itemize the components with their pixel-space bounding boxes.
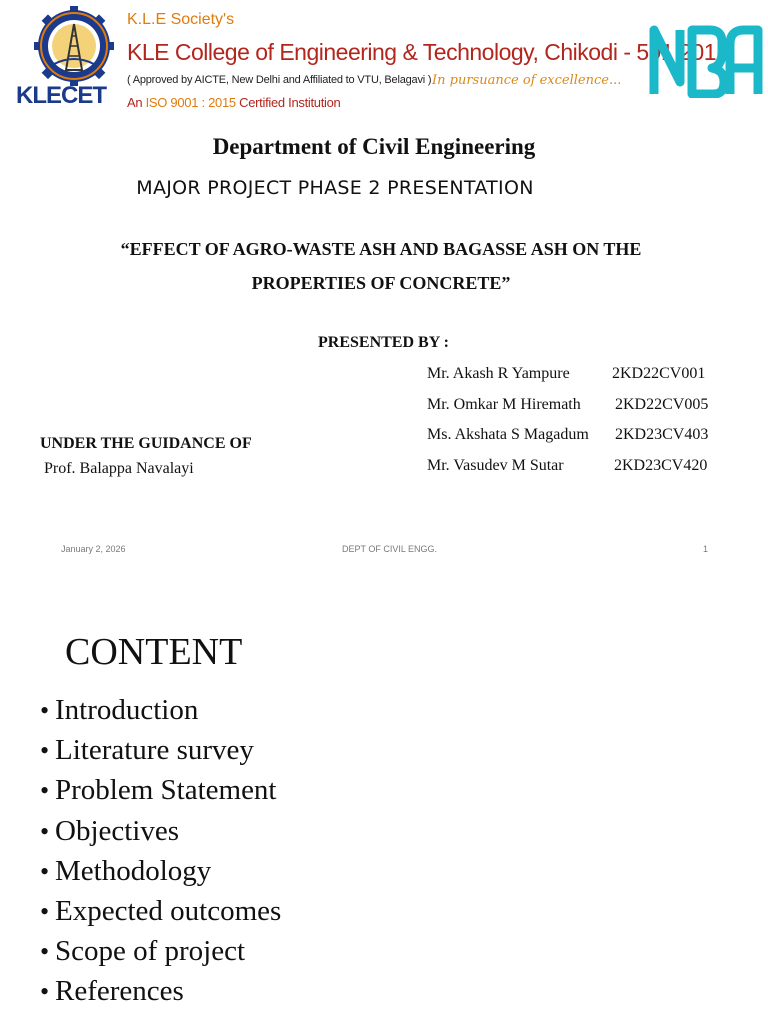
footer-department: DEPT OF CIVIL ENGG.: [342, 544, 438, 554]
list-item: [40, 811, 281, 851]
student-usn: 2KD22CV005: [615, 396, 709, 413]
klecet-logo: [14, 6, 126, 110]
list-item-label: Scope of project: [55, 935, 246, 968]
college-name: KLE College of Engineering & Technology, Chikodi - 591 201: [127, 39, 717, 65]
student-name: Mr. Vasudev M Sutar: [427, 457, 564, 474]
list-item: [40, 851, 281, 891]
list-item: [40, 690, 281, 730]
project-title-line-1: “EFFECT OF AGRO-WASTE ASH AND BAGASSE ASH ON THE: [120, 239, 642, 259]
list-item-label: Literature survey: [55, 734, 254, 767]
list-item-label: Expected outcomes: [55, 894, 282, 927]
bullet-icon: •: [40, 977, 50, 1007]
bullet-icon: •: [40, 776, 50, 806]
bullet-icon: •: [40, 816, 50, 846]
nba-logo: [646, 22, 766, 98]
klecet-wordmark: KLECET: [16, 82, 106, 109]
guide-name: Prof. Balappa Navalayi: [44, 460, 194, 477]
student-name: Mr. Omkar M Hiremath: [427, 396, 581, 413]
iso-suffix: Certified Institution: [235, 95, 341, 110]
list-item-label: Objectives: [55, 814, 180, 847]
bullet-icon: •: [40, 856, 50, 886]
list-item-label: References: [55, 975, 184, 1008]
iso-prefix: An: [127, 95, 146, 110]
list-item: [40, 770, 281, 810]
list-item-label: Introduction: [55, 694, 199, 726]
guidance-heading: UNDER THE GUIDANCE OF: [40, 435, 252, 452]
department-heading: Department of Civil Engineering: [212, 134, 536, 159]
student-name: Mr. Akash R Yampure: [427, 365, 570, 382]
gear-tower-emblem-icon: [14, 6, 126, 86]
society-name: K.L.E Society's: [127, 11, 235, 28]
bullet-icon: •: [40, 896, 50, 926]
bullet-icon: •: [40, 696, 50, 725]
list-item-label: Problem Statement: [55, 774, 277, 807]
college-motto: In pursuance of excellence...: [432, 73, 622, 88]
content-list: [40, 690, 281, 1012]
bullet-icon: •: [40, 937, 50, 967]
list-item: [40, 931, 281, 971]
content-title: CONTENT: [65, 631, 243, 673]
list-item-label: Methodology: [55, 854, 212, 887]
list-item: [40, 730, 281, 770]
footer-page-number: 1: [703, 544, 709, 554]
list-item: [40, 971, 281, 1011]
student-name: Ms. Akshata S Magadum: [427, 426, 589, 443]
student-usn: 2KD22CV001: [612, 365, 706, 382]
bullet-icon: •: [40, 736, 50, 766]
project-title-line-2: PROPERTIES OF CONCRETE”: [251, 273, 511, 293]
iso-certification: [127, 95, 341, 111]
footer-date: January 2, 2026: [61, 544, 126, 554]
iso-standard: ISO 9001 : 2015: [145, 95, 236, 110]
approval-note: ( Approved by AICTE, New Delhi and Affiliated to VTU, Belagavi ): [127, 74, 432, 86]
student-usn: 2KD23CV403: [615, 426, 709, 443]
student-usn: 2KD23CV420: [614, 457, 708, 474]
presentation-phase: MAJOR PROJECT PHASE 2 PRESENTATION: [136, 177, 534, 199]
list-item: [40, 891, 281, 931]
nba-accreditation-icon: [646, 22, 766, 98]
presented-by-heading: PRESENTED BY :: [318, 334, 449, 351]
